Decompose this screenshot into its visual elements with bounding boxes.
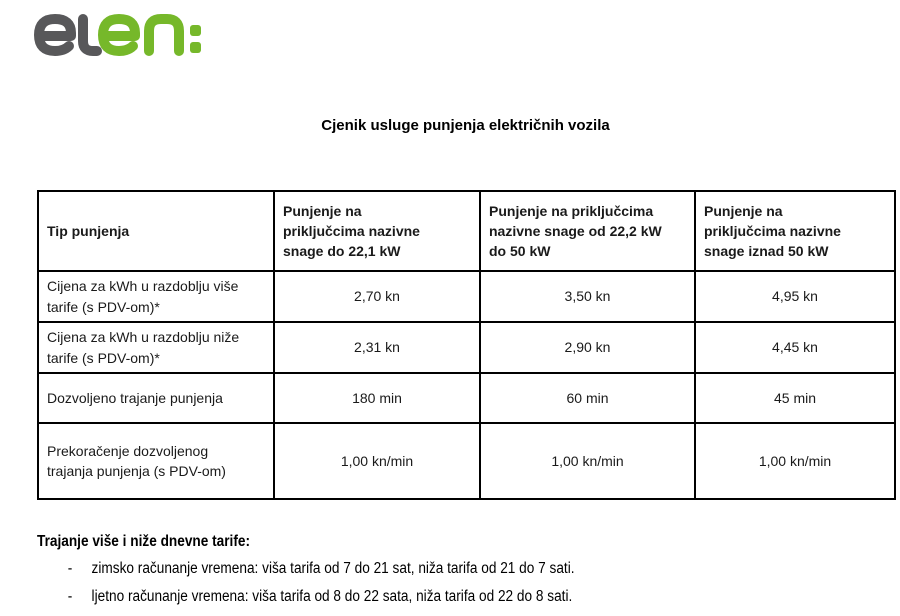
row-label: Prekoračenje dozvoljenog trajanja punjenja (s PDV-om) [47, 442, 226, 479]
note-text: ljetno računanje vremena: viša tarifa od 8 do 22 sata, niža tarifa od 22 do 8 sati. [91, 588, 573, 605]
list-dash: - [67, 560, 73, 577]
header-tip-punjenja [38, 191, 274, 271]
price-cell: 3,50 kn [480, 271, 695, 322]
header-label: Punjenje na priključcima nazivne snage do 22,1 kW [283, 202, 420, 260]
notes-heading: Trajanje više i niže dnevne tarife: [37, 533, 251, 550]
logo-colon [190, 25, 201, 53]
price-cell: 4,95 kn [695, 271, 895, 322]
note-item-summer [37, 588, 794, 606]
price-cell: 2,90 kn [480, 322, 695, 373]
list-dash: - [67, 588, 73, 605]
table-row-trajanje [38, 373, 895, 423]
header-22-2-do-50-kw [480, 191, 695, 271]
penalty-cell: 1,00 kn/min [274, 423, 480, 499]
row-label-cell [38, 271, 274, 322]
row-label-cell [38, 322, 274, 373]
row-label-cell [38, 423, 274, 499]
logo-text-el [39, 19, 97, 51]
note-text: zimsko računanje vremena: viša tarifa od 7 do 21 sat, niža tarifa od 21 do 7 sati. [91, 560, 575, 577]
row-label: Cijena za kWh u razdoblju niže tarife (s PDV-om)* [47, 329, 240, 366]
price-cell: 2,70 kn [274, 271, 480, 322]
row-label: Dozvoljeno trajanje punjenja [47, 390, 223, 407]
table-header-row [38, 191, 895, 271]
duration-cell: 180 min [274, 373, 480, 423]
header-label: Punjenje na priključcima nazivne snage iznad 50 kW [704, 202, 841, 260]
page-title: Cjenik usluge punjenja električnih vozila [321, 117, 610, 134]
header-do-22-1-kw [274, 191, 480, 271]
price-table [37, 190, 896, 500]
table-row-niza-tarifa [38, 322, 895, 373]
table-row-visa-tarifa [38, 271, 895, 322]
table-row-prekoracenje [38, 423, 895, 499]
header-label: Tip punjenja [47, 223, 130, 240]
penalty-cell: 1,00 kn/min [695, 423, 895, 499]
note-item-winter [37, 560, 794, 578]
header-iznad-50-kw [695, 191, 895, 271]
price-cell: 4,45 kn [695, 322, 895, 373]
row-label-cell [38, 373, 274, 423]
logo-text-en [103, 19, 179, 51]
duration-cell: 45 min [695, 373, 895, 423]
header-label: Punjenje na priključcima nazivne snage od 22,2 kW do 50 kW [489, 202, 662, 260]
row-label: Cijena za kWh u razdoblju više tarife (s PDV-om)* [47, 278, 239, 315]
price-cell: 2,31 kn [274, 322, 480, 373]
duration-cell: 60 min [480, 373, 695, 423]
penalty-cell: 1,00 kn/min [480, 423, 695, 499]
elen-logo [33, 12, 205, 58]
tariff-notes [37, 533, 897, 616]
